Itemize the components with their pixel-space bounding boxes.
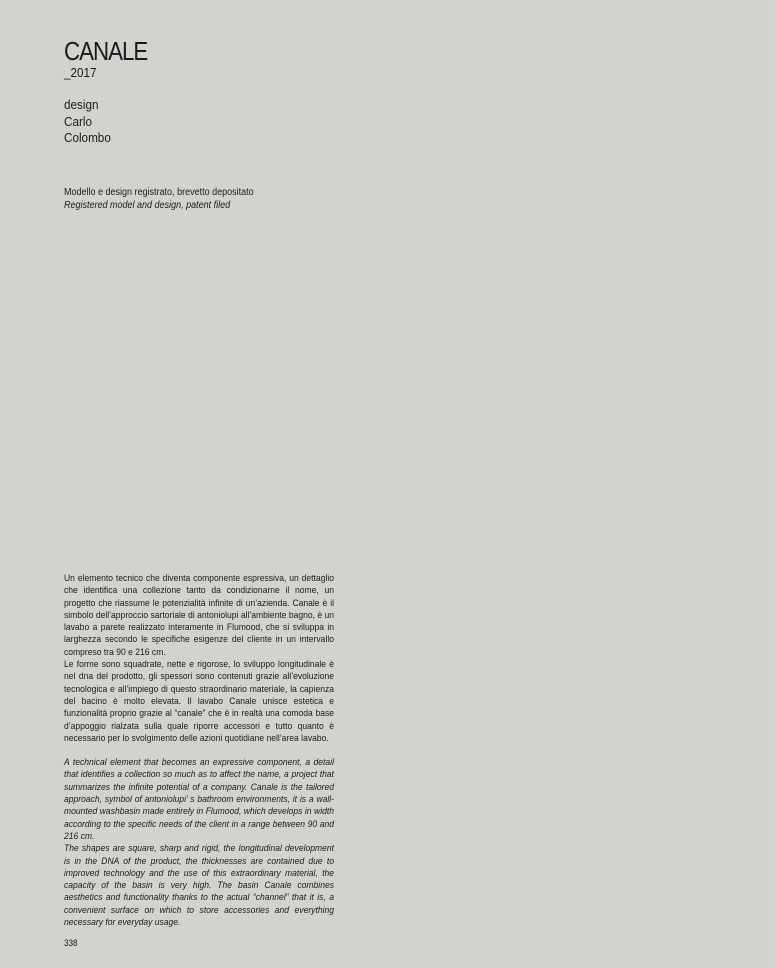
designer-last-name: Colombo	[64, 130, 111, 145]
patent-notice-italian: Modello e design registrato, brevetto depositato	[64, 187, 254, 198]
paragraph-spacer	[64, 745, 334, 757]
description-english-paragraph-1: A technical element that becomes an expressive component, a detail that identifies a collection so much as to affect the name, a project that summarizes the infinite potential of a company. Canale is the tailored approach, symbol of antoniolupi’ s bathroom environments, it is a wall-mounted washbasin made entirely in Flumood, which develops in width according to the specific needs of the client in a range between 90 and 216 cm.	[64, 757, 334, 842]
designer-first-name: Carlo	[64, 113, 92, 129]
designer-label: design	[64, 97, 99, 112]
product-description	[64, 573, 334, 929]
description-english-paragraph-2: The shapes are square, sharp and rigid, the longitudinal development is in the DNA of the product, the thicknesses are contained due to improved technology and the use of this extraordinary material, the capacity of the basin is very high. The basin Canale combines aesthetics and functionality thanks to the actual “channel” that it is, a convenient surface on which to store accessories and everything necessary for everyday usage.	[64, 843, 334, 929]
patent-notice-english: Registered model and design, patent filed	[64, 200, 231, 211]
description-italian-paragraph-1: Un elemento tecnico che diventa componente espressiva, un dettaglio che identifica una collezione tanto da condizionarne il nome, un progetto che riassume le potenzialità infinite di un’azienda. Canale è il simbolo dell’approccio sartoriale di antoniolupi all’ambiente bagno, è un lavabo a parete realizzato interamente in Flumood, che si sviluppa in larghezza secondo le specifiche esigenze del cliente in un intervallo compreso tra 90 e 216 cm.	[64, 573, 334, 658]
description-italian-paragraph-2: Le forme sono squadrate, nette e rigorose, lo sviluppo longitudinale è nel dna del prodotto, gli spessori sono contenuti grazie all’evoluzione tecnologica e all’impiego di questo straordinario materiale, la capienza del bacino è molto elevata. Il lavabo Canale unisce estetica e funzionalità proprio grazie al “canale” che è in realtà una comoda base d’appoggio rialzata sulla quale riporre accessori e tutto quanto è necessario per lo svolgimento delle azioni quotidiane nell’area lavabo.	[64, 659, 334, 744]
product-title: CANALE	[64, 36, 148, 66]
product-year: _2017	[64, 65, 97, 80]
page-number: 338	[64, 938, 78, 948]
patent-notice	[64, 186, 254, 212]
designer-credit	[64, 97, 111, 147]
